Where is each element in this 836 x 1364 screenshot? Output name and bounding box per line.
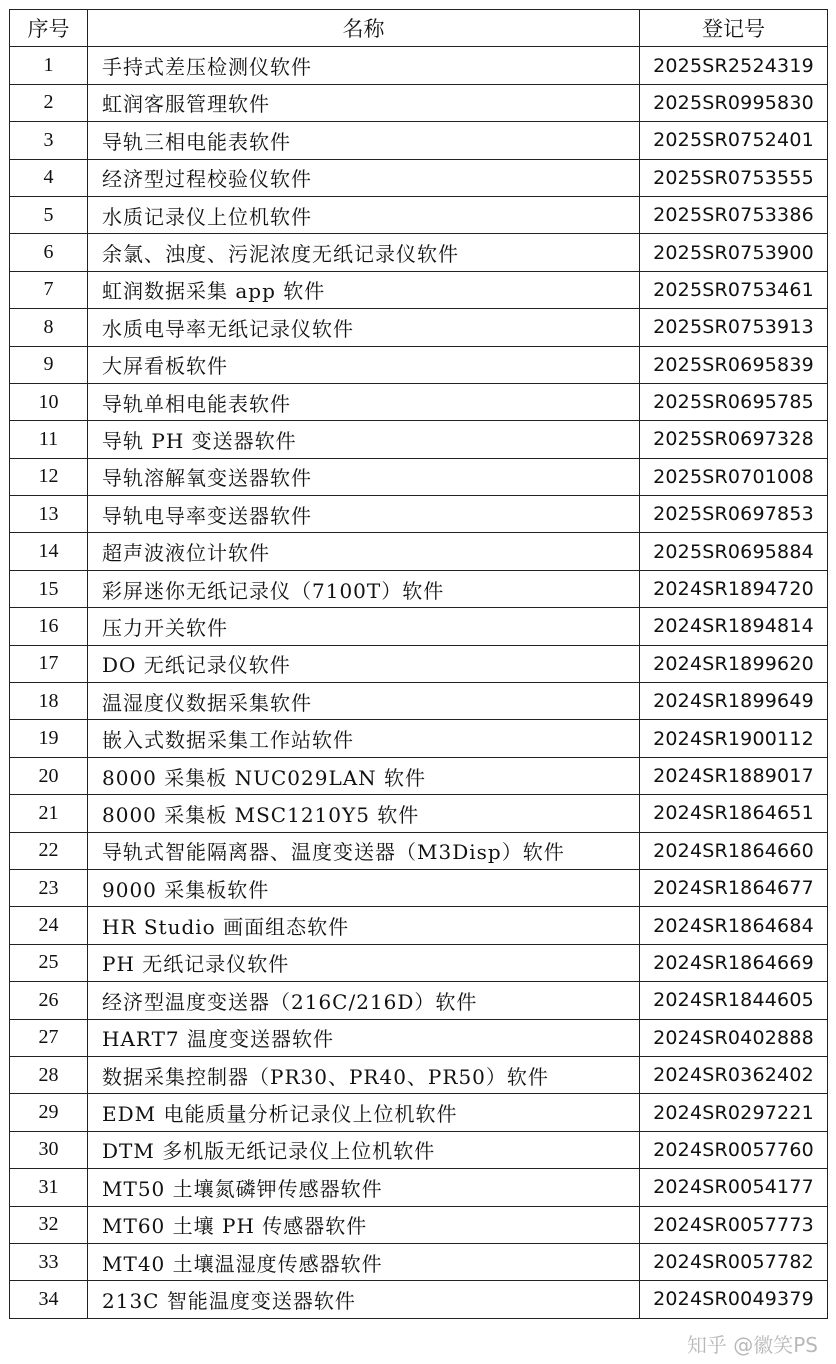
table-row xyxy=(10,196,828,233)
cell-registration-number: 2025SR0753913 xyxy=(640,309,828,346)
cell-registration-number: 2024SR1894814 xyxy=(640,608,828,645)
cell-software-name: HART7 温度变送器软件 xyxy=(88,1019,640,1056)
cell-registration-number: 2024SR1864677 xyxy=(640,869,828,906)
cell-serial-number: 32 xyxy=(10,1206,88,1243)
table-row xyxy=(10,309,828,346)
cell-serial-number: 23 xyxy=(10,869,88,906)
cell-serial-number: 5 xyxy=(10,196,88,233)
table-row xyxy=(10,159,828,196)
cell-software-name: 虹润数据采集 app 软件 xyxy=(88,271,640,308)
table-row xyxy=(10,47,828,84)
cell-serial-number: 27 xyxy=(10,1019,88,1056)
cell-serial-number: 31 xyxy=(10,1169,88,1206)
table-row xyxy=(10,757,828,794)
header-name: 名称 xyxy=(88,10,640,47)
cell-software-name: 导轨电导率变送器软件 xyxy=(88,496,640,533)
cell-serial-number: 17 xyxy=(10,645,88,682)
cell-registration-number: 2025SR0753900 xyxy=(640,234,828,271)
cell-serial-number: 14 xyxy=(10,533,88,570)
cell-registration-number: 2025SR0697328 xyxy=(640,421,828,458)
table-row xyxy=(10,720,828,757)
cell-registration-number: 2024SR0057760 xyxy=(640,1131,828,1168)
cell-software-name: 虹润客服管理软件 xyxy=(88,84,640,121)
table-row xyxy=(10,1056,828,1093)
cell-software-name: EDM 电能质量分析记录仪上位机软件 xyxy=(88,1094,640,1131)
cell-serial-number: 13 xyxy=(10,496,88,533)
table-row xyxy=(10,122,828,159)
cell-software-name: 经济型温度变送器（216C/216D）软件 xyxy=(88,982,640,1019)
cell-serial-number: 10 xyxy=(10,383,88,420)
cell-registration-number: 2024SR1864669 xyxy=(640,944,828,981)
table-row xyxy=(10,1206,828,1243)
cell-registration-number: 2024SR0049379 xyxy=(640,1281,828,1318)
cell-registration-number: 2024SR0057782 xyxy=(640,1243,828,1280)
table-row xyxy=(10,1169,828,1206)
cell-registration-number: 2025SR0697853 xyxy=(640,496,828,533)
table-row xyxy=(10,1281,828,1318)
table-row xyxy=(10,570,828,607)
cell-serial-number: 2 xyxy=(10,84,88,121)
cell-serial-number: 15 xyxy=(10,570,88,607)
table-row xyxy=(10,907,828,944)
cell-serial-number: 25 xyxy=(10,944,88,981)
cell-serial-number: 30 xyxy=(10,1131,88,1168)
cell-serial-number: 29 xyxy=(10,1094,88,1131)
cell-serial-number: 12 xyxy=(10,458,88,495)
cell-serial-number: 6 xyxy=(10,234,88,271)
cell-software-name: 213C 智能温度变送器软件 xyxy=(88,1281,640,1318)
cell-registration-number: 2024SR0054177 xyxy=(640,1169,828,1206)
cell-software-name: HR Studio 画面组态软件 xyxy=(88,907,640,944)
cell-registration-number: 2024SR1864684 xyxy=(640,907,828,944)
table-row xyxy=(10,645,828,682)
cell-registration-number: 2024SR0057773 xyxy=(640,1206,828,1243)
table-row xyxy=(10,1243,828,1280)
header-registration-number: 登记号 xyxy=(640,10,828,47)
cell-registration-number: 2025SR0753555 xyxy=(640,159,828,196)
cell-software-name: 经济型过程校验仪软件 xyxy=(88,159,640,196)
table-row xyxy=(10,982,828,1019)
cell-registration-number: 2024SR0297221 xyxy=(640,1094,828,1131)
cell-serial-number: 4 xyxy=(10,159,88,196)
cell-serial-number: 24 xyxy=(10,907,88,944)
cell-software-name: 嵌入式数据采集工作站软件 xyxy=(88,720,640,757)
cell-software-name: 温湿度仪数据采集软件 xyxy=(88,683,640,720)
table-row xyxy=(10,1131,828,1168)
table-row xyxy=(10,1019,828,1056)
cell-software-name: 余氯、浊度、污泥浓度无纸记录仪软件 xyxy=(88,234,640,271)
cell-registration-number: 2024SR1889017 xyxy=(640,757,828,794)
table-row xyxy=(10,346,828,383)
cell-serial-number: 33 xyxy=(10,1243,88,1280)
cell-serial-number: 18 xyxy=(10,683,88,720)
cell-registration-number: 2025SR2524319 xyxy=(640,47,828,84)
cell-registration-number: 2025SR0695839 xyxy=(640,346,828,383)
cell-software-name: MT60 土壤 PH 传感器软件 xyxy=(88,1206,640,1243)
cell-software-name: MT40 土壤温湿度传感器软件 xyxy=(88,1243,640,1280)
cell-software-name: 水质记录仪上位机软件 xyxy=(88,196,640,233)
table-row xyxy=(10,84,828,121)
cell-software-name: 超声波液位计软件 xyxy=(88,533,640,570)
table-row xyxy=(10,496,828,533)
table-row xyxy=(10,608,828,645)
cell-registration-number: 2024SR1864651 xyxy=(640,795,828,832)
cell-registration-number: 2025SR0701008 xyxy=(640,458,828,495)
cell-serial-number: 34 xyxy=(10,1281,88,1318)
table-header-row xyxy=(10,10,828,47)
cell-serial-number: 8 xyxy=(10,309,88,346)
cell-registration-number: 2025SR0753461 xyxy=(640,271,828,308)
cell-serial-number: 11 xyxy=(10,421,88,458)
cell-registration-number: 2024SR1864660 xyxy=(640,832,828,869)
cell-software-name: 导轨单相电能表软件 xyxy=(88,383,640,420)
cell-serial-number: 9 xyxy=(10,346,88,383)
table-row xyxy=(10,944,828,981)
cell-software-name: 导轨式智能隔离器、温度变送器（M3Disp）软件 xyxy=(88,832,640,869)
table-row xyxy=(10,869,828,906)
cell-software-name: 数据采集控制器（PR30、PR40、PR50）软件 xyxy=(88,1056,640,1093)
table-body xyxy=(10,47,828,1318)
cell-registration-number: 2025SR0753386 xyxy=(640,196,828,233)
cell-software-name: 8000 采集板 MSC1210Y5 软件 xyxy=(88,795,640,832)
cell-registration-number: 2024SR0402888 xyxy=(640,1019,828,1056)
cell-registration-number: 2024SR0362402 xyxy=(640,1056,828,1093)
cell-serial-number: 22 xyxy=(10,832,88,869)
header-serial-number: 序号 xyxy=(10,10,88,47)
cell-software-name: DTM 多机版无纸记录仪上位机软件 xyxy=(88,1131,640,1168)
cell-software-name: 彩屏迷你无纸记录仪（7100T）软件 xyxy=(88,570,640,607)
cell-serial-number: 26 xyxy=(10,982,88,1019)
software-copyright-table-container xyxy=(9,9,827,1319)
cell-serial-number: 7 xyxy=(10,271,88,308)
table-row xyxy=(10,383,828,420)
cell-registration-number: 2024SR1900112 xyxy=(640,720,828,757)
cell-serial-number: 21 xyxy=(10,795,88,832)
cell-registration-number: 2024SR1899649 xyxy=(640,683,828,720)
cell-registration-number: 2024SR1894720 xyxy=(640,570,828,607)
cell-registration-number: 2025SR0695884 xyxy=(640,533,828,570)
table-row xyxy=(10,271,828,308)
cell-software-name: 大屏看板软件 xyxy=(88,346,640,383)
cell-serial-number: 28 xyxy=(10,1056,88,1093)
table-row xyxy=(10,533,828,570)
cell-registration-number: 2024SR1899620 xyxy=(640,645,828,682)
cell-serial-number: 1 xyxy=(10,47,88,84)
cell-software-name: 8000 采集板 NUC029LAN 软件 xyxy=(88,757,640,794)
cell-software-name: 压力开关软件 xyxy=(88,608,640,645)
table-row xyxy=(10,795,828,832)
cell-software-name: 水质电导率无纸记录仪软件 xyxy=(88,309,640,346)
cell-software-name: 导轨三相电能表软件 xyxy=(88,122,640,159)
cell-software-name: DO 无纸记录仪软件 xyxy=(88,645,640,682)
cell-registration-number: 2025SR0752401 xyxy=(640,122,828,159)
cell-software-name: 导轨 PH 变送器软件 xyxy=(88,421,640,458)
table-row xyxy=(10,1094,828,1131)
cell-registration-number: 2025SR0695785 xyxy=(640,383,828,420)
table-row xyxy=(10,458,828,495)
cell-serial-number: 16 xyxy=(10,608,88,645)
watermark: 知乎 @徽笑PS xyxy=(686,1333,818,1357)
cell-software-name: 9000 采集板软件 xyxy=(88,869,640,906)
cell-software-name: 导轨溶解氧变送器软件 xyxy=(88,458,640,495)
cell-software-name: PH 无纸记录仪软件 xyxy=(88,944,640,981)
cell-registration-number: 2025SR0995830 xyxy=(640,84,828,121)
table-row xyxy=(10,832,828,869)
software-copyright-table xyxy=(9,9,828,1319)
table-row xyxy=(10,683,828,720)
cell-serial-number: 19 xyxy=(10,720,88,757)
cell-registration-number: 2024SR1844605 xyxy=(640,982,828,1019)
cell-serial-number: 3 xyxy=(10,122,88,159)
table-row xyxy=(10,234,828,271)
table-row xyxy=(10,421,828,458)
cell-software-name: 手持式差压检测仪软件 xyxy=(88,47,640,84)
cell-software-name: MT50 土壤氮磷钾传感器软件 xyxy=(88,1169,640,1206)
cell-serial-number: 20 xyxy=(10,757,88,794)
